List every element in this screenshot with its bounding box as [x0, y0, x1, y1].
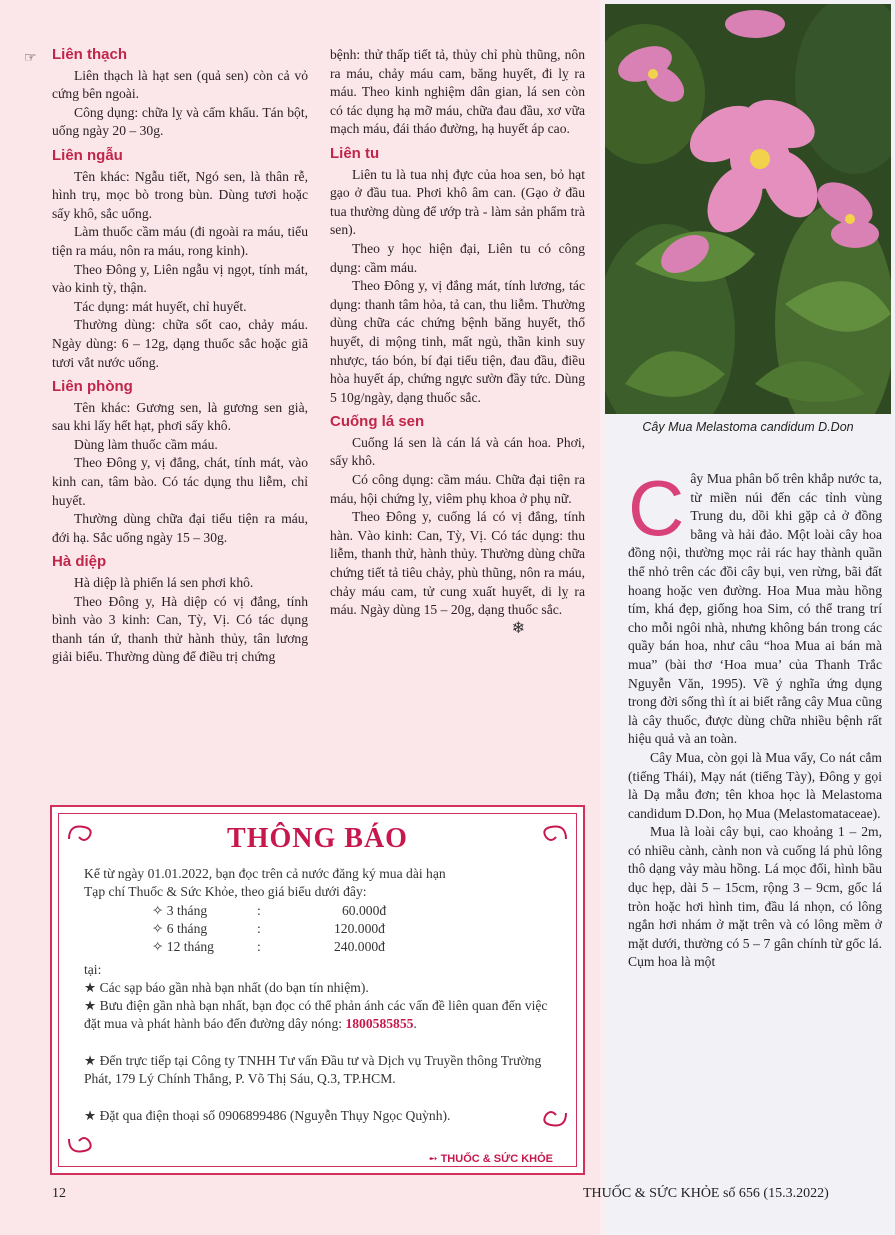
end-mark-icon: ❄ [511, 619, 525, 637]
page-number: 12 [52, 1186, 66, 1201]
paragraph: Có công dụng: cầm máu. Chữa đại tiện ra máu, hội chứng lỵ, viêm phụ khoa ở phụ nữ. [330, 472, 585, 506]
notice-item: ★ Bưu điện gần nhà bạn nhất, bạn đọc có thể phản ánh các vấn đề liên quan đến việc đặt mua và phát hành báo đến đường dây nóng: 1800585855. [84, 998, 548, 1031]
paragraph: Theo Đông y, Liên ngẫu vị ngọt, tính mát, vào kinh tỳ, thận. [52, 261, 308, 296]
melastoma-flower-image [605, 4, 891, 414]
middle-column [330, 46, 585, 638]
paragraph: Tên khác: Ngẫu tiết, Ngó sen, là thân rễ, hình trụ, mọc bò trong bùn. Dùng tươi hoặc sấy khô, sắc uống. [52, 168, 308, 221]
caption-common-name: Cây Mua [642, 420, 693, 434]
notice-item-text: ★ Bưu điện gần nhà bạn nhất, bạn đọc có thể phản ánh các vấn đề liên quan đến việc đặt mua và phát hành báo đến đường dây nóng: [84, 998, 548, 1031]
paragraph: Tác dụng: mát huyết, chỉ huyết. [74, 298, 247, 314]
section-title: Liên tu [330, 144, 380, 162]
notice-title: THÔNG BÁO [227, 823, 408, 854]
left-column [52, 46, 308, 667]
section-title: Liên ngẫu [52, 146, 123, 164]
paragraph: Theo Đông y, vị đắng mát, tính lương, tác dụng: thanh tâm hỏa, tả can, thu liễm. Thường dùng chữa các chứng bệnh băng huyết, thổ huyết, di mộng tinh, mất ngủ, thần kinh suy nhược, táo bón, bí đại tiểu tiện, đau đầu, điều hòa huyết áp, chứng ngực sườn đầy tức. Dùng 5 10g/ngày, dạng thuốc sắc. [330, 278, 585, 405]
notice-line: Tạp chí Thuốc & Sức Khỏe, theo giá biểu dưới đây: [84, 884, 367, 899]
paragraph: Theo y học hiện đại, Liên tu có công dụng: cầm máu. [330, 240, 585, 275]
notice-line: Kể từ ngày 01.01.2022, bạn đọc trên cả nước đăng ký mua dài hạn [84, 866, 446, 881]
paragraph: Cây Mua, còn gọi là Mua vẩy, Co nát cắm (tiếng Thái), Mạy nát (tiếng Tày), Đông y gọi là Dạ mẫu đơn; tên khoa học là Melastoma candidum D.Don, họ Mua (Melastomataceae). [628, 749, 882, 821]
section-title: Hà diệp [52, 553, 107, 571]
price-value: 120.000đ [334, 921, 385, 936]
notice-item: ★ Đặt qua điện thoại số 0906899486 (Nguyễn Thụy Ngọc Quỳnh). [84, 1108, 451, 1123]
paragraph: Tên khác: Gương sen, là gương sen già, sau khi lấy hết hạt, phơi sấy khô. [52, 399, 308, 434]
notice-item: ★ Đến trực tiếp tại Công ty TNHH Tư vấn Đầu tư và Dịch vụ Truyền thông Trường Phát, 179 Lý Chính Thắng, P. Võ Thị Sáu, Q.3, TP.HCM. [84, 1053, 542, 1086]
paragraph: Liên thạch là hạt sen (quả sen) còn cả vỏ cứng bên ngoài. [52, 67, 308, 102]
section-title: Liên phòng [52, 378, 133, 396]
paragraph: Làm thuốc cầm máu (đi ngoài ra máu, tiểu tiện ra máu, nôn ra máu, rong kinh). [52, 224, 308, 258]
price-colon: : [257, 903, 261, 918]
section-title: Liên thạch [52, 46, 128, 63]
paragraph: Cuống lá sen là cán lá và cán hoa. Phơi, sấy khô. [330, 434, 585, 469]
price-value: 60.000đ [342, 903, 387, 918]
paragraph: Mua là loài cây bụi, cao khoảng 1 – 2m, có nhiều cành, cành non và cuống lá phủ lông thô dạng vảy màu hồng. Lá mọc đối, hình bầu dục hẹp, dài 5 – 15cm, rộng 3 – 9cm, gốc lá tròn hoặc hơi hình tim, đầu lá nhọn, có lông ngắn hơi nhám ở mặt trên và có lông mềm ở mặt dưới, thường có 5 – 7 gân chính từ gốc lá. Cụm hoa là một [628, 824, 882, 970]
price-colon: : [257, 921, 261, 936]
pointing-hand-icon: ☞ [24, 51, 37, 66]
notice-brand: ➻ THUỐC & SỨC KHỎE [428, 1153, 553, 1165]
price-period: ✧ 6 tháng [152, 921, 208, 936]
paragraph: Dùng làm thuốc cầm máu. [74, 436, 218, 452]
flower-photo [605, 4, 891, 414]
paragraph: Theo Đông y, cuống lá có vị đắng, tính hàn. Vào kinh: Can, Tỳ, Vị. Có tác dụng: thu liễm, thanh thử, hành thủy. Thường dùng chữa chứng tiết tả tiêu chảy, phù thũng, nôn ra máu, chảy máu cam, tử cung xuất huyết, di lỵ ra máu. Ngày dùng 15 – 20g, dạng thuốc sắc. [330, 509, 585, 618]
price-period: ✧ 3 tháng [152, 903, 208, 918]
paragraph: Theo Đông y, Hà diệp có vị đắng, tính bình vào 3 kinh: Can, Tỳ, Vị. Có tác dụng thanh tán ứ, thanh thử hành thủy, tân lương giải biểu. Thường dùng để điều trị chứng [52, 593, 308, 665]
caption-scientific-name: Melastoma candidum D.Don [692, 420, 854, 434]
paragraph: Công dụng: chữa lỵ và cấm khẩu. Tán bột, uống ngày 20 – 30g. [52, 104, 308, 139]
drop-cap: C [628, 464, 685, 552]
paragraph: Thường dùng chữa đại tiểu tiện ra máu, đới hạ. Sắc uống ngày 15 – 30g. [52, 511, 308, 545]
section-title: Cuống lá sen [330, 413, 425, 431]
journal-footer: THUỐC & SỨC KHỎE số 656 (15.3.2022) [583, 1186, 829, 1201]
paragraph: Liên tu là tua nhị đực của hoa sen, bỏ hạt gạo ở đầu tua. Phơi khô âm can. (Gạo ở đầu tua thường dùng để ướp trà - làm sản phẩm trà sen). [330, 166, 585, 238]
notice-line: tại: [84, 962, 102, 977]
right-column [628, 464, 882, 972]
photo-caption [605, 420, 891, 434]
price-period: ✧ 12 tháng [152, 939, 214, 954]
price-colon: : [257, 939, 261, 954]
paragraph: bệnh: thử thấp tiết tả, thủy chỉ phù thũng, nôn ra máu, chảy máu cam, băng huyết, đi lỵ ra máu. Theo kinh nghiệm dân gian, lá sen còn có tác dụng hạ mỡ máu, chữa đau đầu, xơ vữa mạch máu, đái tháo đường, hạ huyết áp cao. [330, 47, 585, 137]
subscription-notice-box [50, 805, 585, 1175]
hotline-number: 1800585855 [345, 1016, 414, 1031]
paragraph: ây Mua phân bố trên khắp nước ta, từ miền núi đến các tỉnh vùng Trung du, dồi khi gặp cả ở đồng bằng và hải đảo. Một loài cây hoa đồng nội, thường mọc rải rác hay thành quần thể nhỏ trên các đồi cây bụi, ven rừng, bãi đất hoang hoặc ven đường. Hoa Mua màu hồng tím, khá đẹp, giống hoa Sim, có thể trang trí cho mỗi ngôi nhà, nhưng không bán trong các quầy bán hoa, như câu “hoa Mua ai bán mà mua” (bài thơ ‘Hoa mua’ của Thanh Trắc Nguyễn Văn, 1995). Về ý nghĩa ứng dụng trong đời sống thì ít ai biết rằng cây Mua cũng là cây thuốc, được dùng chữa nhiều bệnh rất hiệu quả và an toàn. [628, 471, 882, 747]
price-value: 240.000đ [334, 939, 385, 954]
paragraph: Thường dùng: chữa sốt cao, chảy máu. Ngày dùng: 6 – 12g, dạng thuốc sắc hoặc giã tươi vắt nước uống. [52, 317, 308, 370]
swirl-ornament-icon [64, 1129, 104, 1159]
paragraph: Theo Đông y, vị đắng, chát, tính mát, vào kinh can, tâm bào. Có tác dụng thu liễm, chỉ huyết. [52, 455, 308, 508]
notice-item: ★ Các sạp báo gần nhà bạn nhất (do bạn tín nhiệm). [84, 980, 369, 995]
paragraph: Hà diệp là phiến lá sen phơi khô. [74, 575, 254, 591]
